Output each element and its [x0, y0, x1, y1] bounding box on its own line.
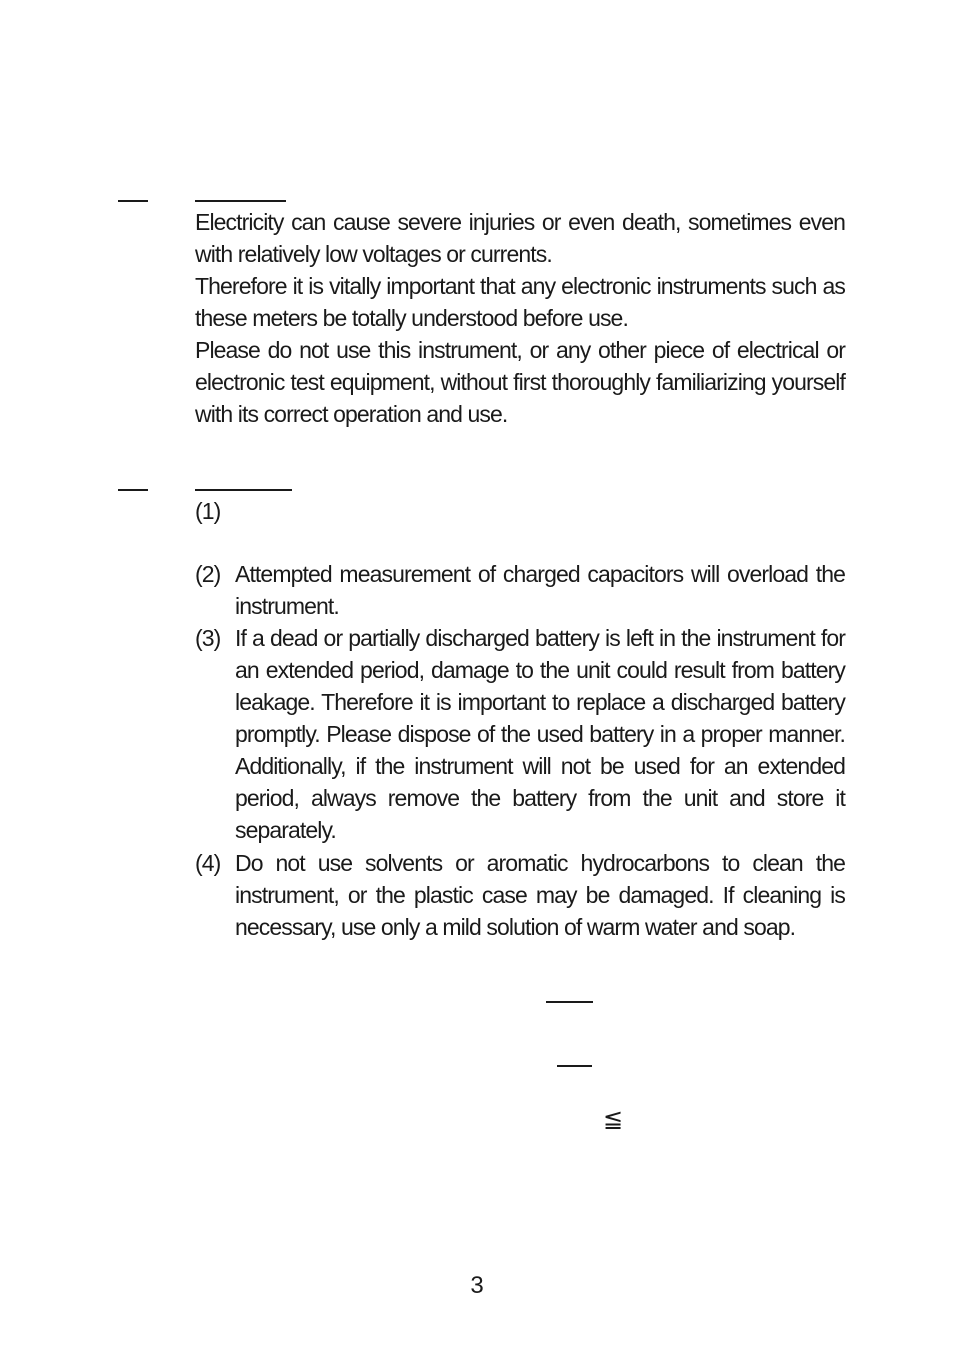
list-item-2 — [195, 558, 845, 622]
list-item-number: (4) — [195, 850, 221, 876]
list-item-number: (2) — [195, 561, 221, 587]
list-item-3 — [195, 622, 845, 846]
list-item-4 — [195, 847, 845, 943]
overline-mark-2 — [557, 1065, 592, 1067]
warning-paragraph-2: Therefore it is vitally important that any electronic instruments such as these meters be totally understood before use. — [195, 273, 845, 331]
warning-paragraph-3: Please do not use this instrument, or any other piece of electrical or electronic test equipment, without first thoroughly familiarizing yourself with its correct operation and use. — [195, 337, 845, 427]
page-number: 3 — [470, 1272, 484, 1299]
list-item-text: If a dead or partially discharged battery is left in the instrument for an extended period, damage to the unit could result from battery leakage. Therefore it is important to replace a discharged battery promptly. Please dispose of the used battery in a proper manner. Additionally, if the instrument will not be used for an extended period, always remove the battery from the unit and store it separately. — [235, 625, 845, 843]
warning-paragraph-1: Electricity can cause severe injuries or even death, sometimes even with relatively low voltages or currents. — [195, 209, 845, 267]
section-heading-underline-1 — [195, 200, 286, 202]
section-marker-rule-2 — [118, 489, 148, 491]
section-heading-underline-2 — [195, 489, 292, 491]
list-item-text: Attempted measurement of charged capacitors will overload the instrument. — [235, 561, 845, 619]
overline-mark-1 — [546, 1001, 593, 1003]
list-item-number: (1) — [195, 498, 221, 524]
list-item-number: (3) — [195, 625, 221, 651]
section-marker-rule-1 — [118, 200, 148, 202]
list-item-text: Do not use solvents or aromatic hydrocarbons to clean the instrument, or the plastic case may be damaged. If cleaning is necessary, use only a mild solution of warm water and soap. — [235, 850, 845, 940]
less-equal-symbol: ≦ — [603, 1106, 624, 1133]
